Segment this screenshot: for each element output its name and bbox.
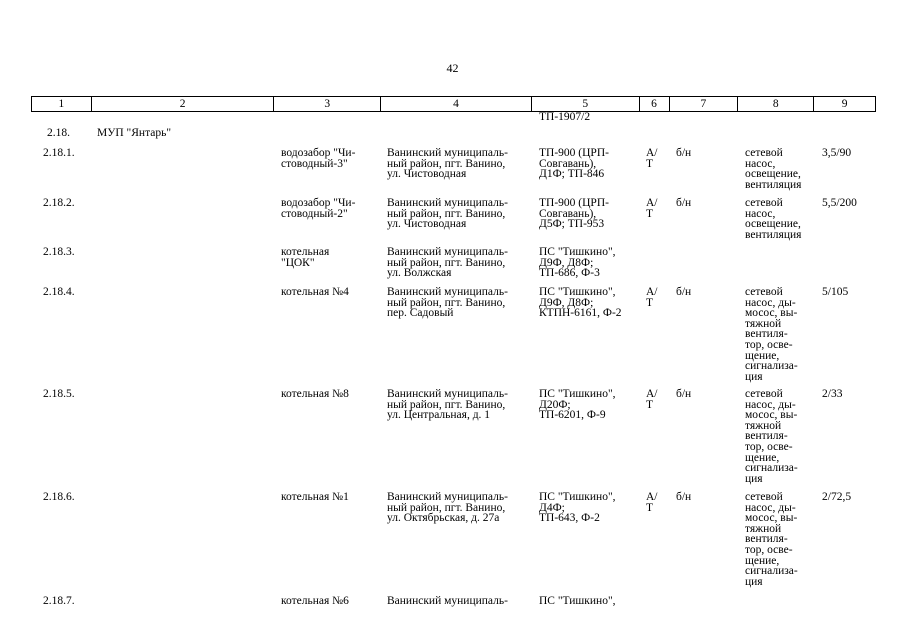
row-object: водозабор "Чи- стоводный-2"	[281, 197, 356, 220]
row-document: б/н	[676, 286, 692, 298]
row-value: 5,5/200	[822, 197, 857, 209]
row-address: Ванинский муниципаль-	[387, 595, 508, 607]
section-number: 2.18.	[47, 127, 70, 139]
row-document: б/н	[676, 388, 692, 400]
row-power-source: ПС "Тишкино", Д9Ф, Д8Ф; КТПН-6161, Ф-2	[539, 286, 622, 320]
carryover-text: ТП-1907/2	[539, 111, 591, 123]
row-object: котельная №4	[281, 286, 349, 298]
row-value: 3,5/90	[822, 147, 852, 159]
header-col-4: 4	[381, 97, 532, 111]
header-col-1: 1	[32, 97, 92, 111]
row-number: 2.18.2.	[43, 197, 75, 209]
row-number: 2.18.7.	[43, 595, 75, 607]
row-category: А/ Т	[646, 388, 658, 411]
row-address: Ванинский муниципаль- ный район, пгт. Ванино, ул. Центральная, д. 1	[387, 388, 508, 422]
header-col-2: 2	[92, 97, 275, 111]
row-equipment: сетевой насос, освещение, вентиляция	[745, 197, 802, 241]
row-number: 2.18.6.	[43, 491, 75, 503]
row-power-source: ПС "Тишкино", Д9Ф, Д8Ф; ТП-686, Ф-3	[539, 246, 616, 280]
row-category: А/ Т	[646, 147, 658, 170]
row-equipment: сетевой насос, ды- мосос, вы- тяжной вентиля- тор, осве- щение, сигнализа- ция	[745, 388, 798, 485]
page-number: 42	[446, 61, 459, 75]
row-object: котельная "ЦОК"	[281, 246, 330, 269]
row-object: котельная №1	[281, 491, 349, 503]
row-equipment: сетевой насос, ды- мосос, вы- тяжной вентиля- тор, осве- щение, сигнализа- ция	[745, 286, 798, 383]
row-category: А/ Т	[646, 491, 658, 514]
row-address: Ванинский муниципаль- ный район, пгт. Ванино, пер. Садовый	[387, 286, 508, 320]
row-document: б/н	[676, 197, 692, 209]
header-col-8: 8	[738, 97, 814, 111]
header-col-7: 7	[670, 97, 739, 111]
row-value: 2/72,5	[822, 491, 852, 503]
row-power-source: ПС "Тишкино",	[539, 595, 616, 607]
header-col-3: 3	[274, 97, 381, 111]
row-power-source: ПС "Тишкино", Д20Ф; ТП-6201, Ф-9	[539, 388, 616, 422]
row-category: А/ Т	[646, 286, 658, 309]
row-address: Ванинский муниципаль- ный район, пгт. Ванино, ул. Октябрьская, д. 27а	[387, 491, 508, 525]
row-power-source: ТП-900 (ЦРП- Совгавань), Д5Ф; ТП-953	[539, 197, 609, 231]
row-document: б/н	[676, 491, 692, 503]
row-object: котельная №8	[281, 388, 349, 400]
row-number: 2.18.4.	[43, 286, 75, 298]
row-object: котельная №6	[281, 595, 349, 607]
row-power-source: ПС "Тишкино", Д4Ф; ТП-643, Ф-2	[539, 491, 616, 525]
header-col-6: 6	[640, 97, 670, 111]
section-name: МУП "Янтарь"	[97, 127, 172, 139]
row-address: Ванинский муниципаль- ный район, пгт. Ванино, ул. Волжская	[387, 246, 508, 280]
header-col-5: 5	[532, 97, 640, 111]
table-header-row	[31, 96, 876, 112]
row-address: Ванинский муниципаль- ный район, пгт. Ванино, ул. Чистоводная	[387, 147, 508, 181]
row-number: 2.18.5.	[43, 388, 75, 400]
row-number: 2.18.1.	[43, 147, 75, 159]
row-power-source: ТП-900 (ЦРП- Совгавань), Д1Ф; ТП-846	[539, 147, 609, 181]
row-equipment: сетевой насос, освещение, вентиляция	[745, 147, 802, 191]
row-value: 2/33	[822, 388, 843, 400]
row-value: 5/105	[822, 286, 849, 298]
row-number: 2.18.3.	[43, 246, 75, 258]
header-col-9: 9	[841, 98, 848, 110]
row-category: А/ Т	[646, 197, 658, 220]
row-document: б/н	[676, 147, 692, 159]
row-equipment: сетевой насос, ды- мосос, вы- тяжной вентиля- тор, осве- щение, сигнализа- ция	[745, 491, 798, 588]
row-object: водозабор "Чи- стоводный-3"	[281, 147, 356, 170]
row-address: Ванинский муниципаль- ный район, пгт. Ванино, ул. Чистоводная	[387, 197, 508, 231]
